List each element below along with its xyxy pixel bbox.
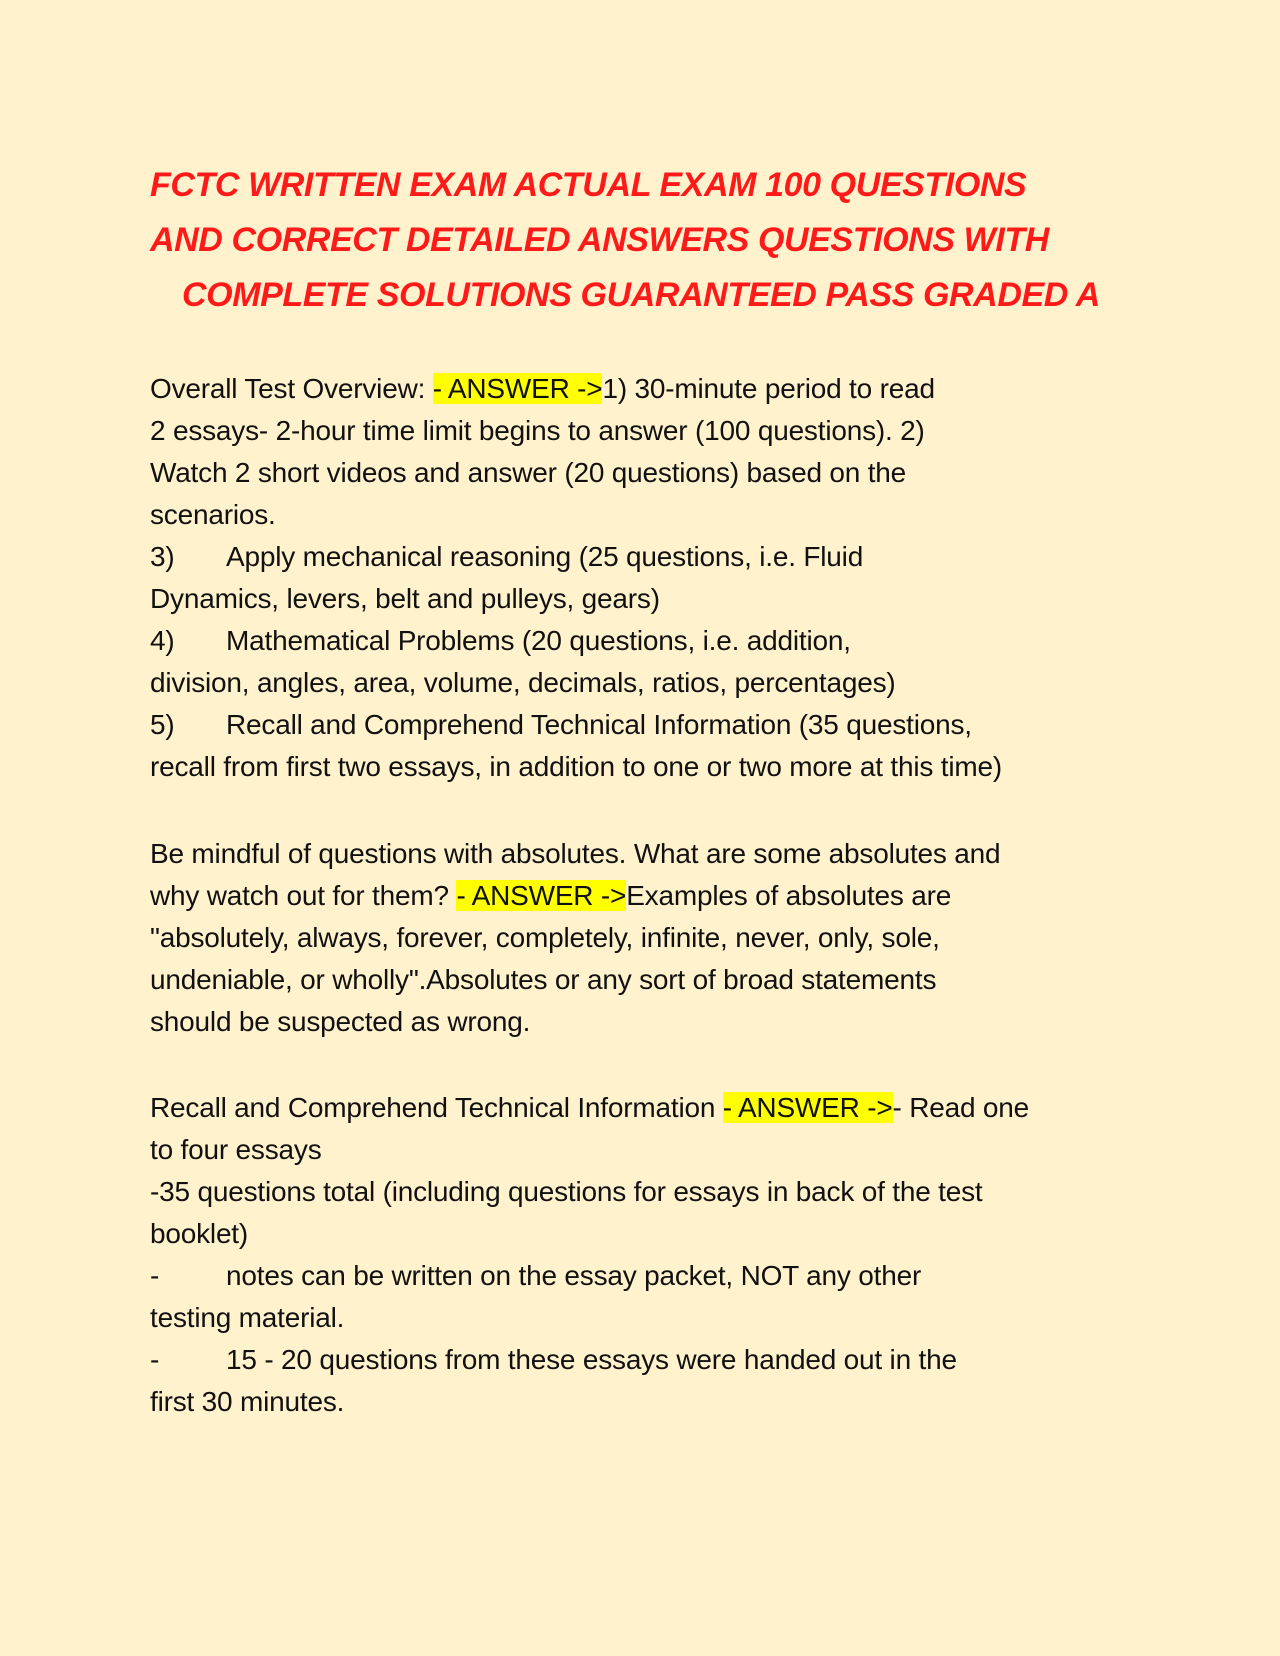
answer-line: booklet) (150, 1218, 249, 1249)
answer-line: 2 essays- 2-hour time limit begins to answer (100 questions). 2) (150, 415, 925, 446)
list-number: 5) (150, 709, 175, 740)
list-item-cont: Dynamics, levers, belt and pulleys, gears) (150, 583, 660, 614)
title-line: FCTC WRITTEN EXAM ACTUAL EXAM 100 QUESTIONS (150, 166, 1027, 204)
answer-text: - Read one (892, 1092, 1030, 1123)
bullet-item (150, 1339, 1150, 1381)
qa-recall-technical-information (150, 1087, 1150, 1423)
list-text: Recall and Comprehend Technical Information (35 questions, (226, 709, 972, 740)
list-text: Mathematical Problems (20 questions, i.e. addition, (226, 625, 851, 656)
answer-line: Watch 2 short videos and answer (20 questions) based on the (150, 457, 907, 488)
document-title (150, 158, 1150, 323)
bullet-text: 15 - 20 questions from these essays were handed out in the (226, 1344, 957, 1375)
answer-text: 1) 30-minute period to read (602, 373, 935, 404)
bullet-mark: - (150, 1344, 160, 1375)
list-number: 3) (150, 541, 175, 572)
answer-marker: - ANSWER -> (456, 880, 627, 911)
list-number: 4) (150, 625, 175, 656)
qa-line (150, 1087, 1150, 1129)
question-text: Recall and Comprehend Technical Information (150, 1092, 723, 1123)
title-line: AND CORRECT DETAILED ANSWERS QUESTIONS WITH (150, 221, 1049, 259)
answer-marker: - ANSWER -> (722, 1092, 893, 1123)
bullet-text: notes can be written on the essay packet, NOT any other (226, 1260, 922, 1291)
list-item-cont: division, angles, area, volume, decimals, ratios, percentages) (150, 667, 896, 698)
answer-line: should be suspected as wrong. (150, 1006, 531, 1037)
title-line: COMPLETE SOLUTIONS GUARANTEED PASS GRADED A (182, 276, 1100, 314)
answer-line: to four essays (150, 1134, 322, 1165)
list-item (150, 620, 1150, 662)
qa-line (150, 875, 1150, 917)
bullet-item-cont: testing material. (150, 1302, 345, 1333)
qa-line (150, 368, 1150, 410)
answer-line: scenarios. (150, 499, 276, 530)
question-text: Overall Test Overview: (150, 373, 433, 404)
bullet-mark: - (150, 1260, 160, 1291)
answer-marker: - ANSWER -> (432, 373, 603, 404)
list-text: Apply mechanical reasoning (25 questions, i.e. Fluid (226, 541, 864, 572)
answer-line: undeniable, or wholly".Absolutes or any sort of broad statements (150, 964, 937, 995)
bullet-item (150, 1255, 1150, 1297)
list-item (150, 536, 1150, 578)
qa-overall-test-overview (150, 368, 1150, 788)
list-item (150, 704, 1150, 746)
question-text: Be mindful of questions with absolutes. What are some absolutes and (150, 838, 1001, 869)
bullet-item-cont: first 30 minutes. (150, 1386, 345, 1417)
question-text: why watch out for them? (150, 880, 457, 911)
list-item-cont: recall from first two essays, in addition to one or two more at this time) (150, 751, 1002, 782)
answer-line: -35 questions total (including questions for essays in back of the test (150, 1176, 983, 1207)
answer-line: "absolutely, always, forever, completely, infinite, never, only, sole, (150, 922, 940, 953)
answer-text: Examples of absolutes are (626, 880, 952, 911)
qa-absolutes (150, 833, 1150, 1043)
